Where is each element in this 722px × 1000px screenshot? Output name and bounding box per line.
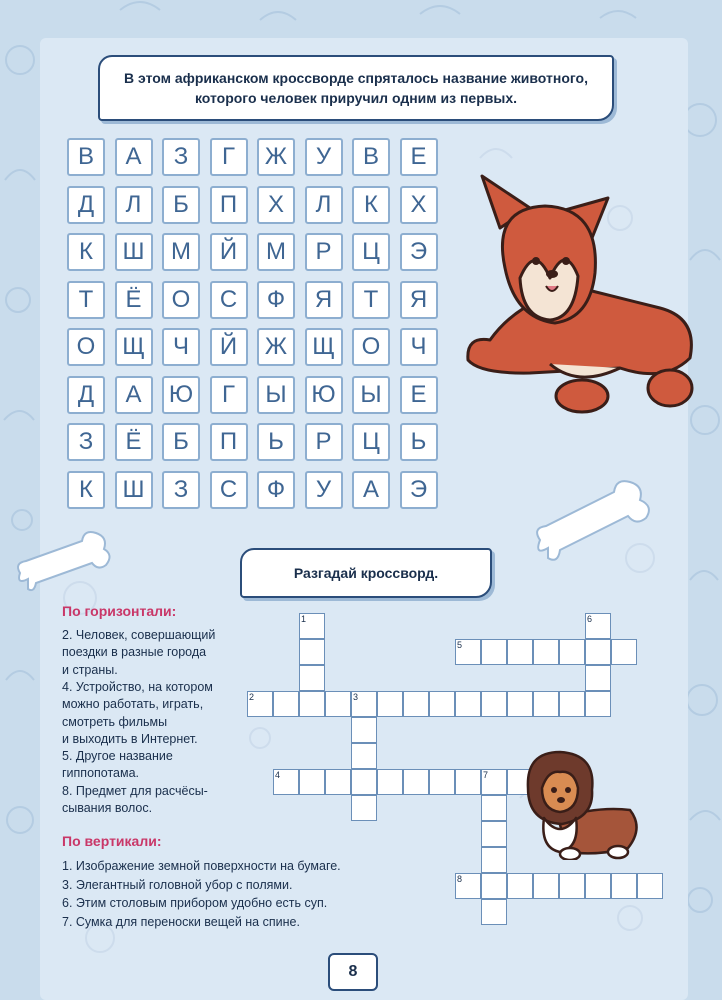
letter-cell: А [115, 138, 153, 176]
letter-cell: Е [400, 376, 438, 414]
letter-cell: Б [162, 186, 200, 224]
crossword-cell[interactable] [559, 691, 585, 717]
letter-cell: М [162, 233, 200, 271]
crossword-cell[interactable] [299, 665, 325, 691]
crossword-number: 3 [353, 692, 359, 702]
crossword-cell[interactable] [585, 691, 611, 717]
crossword-cell[interactable] [533, 691, 559, 717]
letter-cell: Ш [115, 471, 153, 509]
crossword-cell[interactable] [481, 691, 507, 717]
crossword-cell[interactable] [481, 873, 507, 899]
crossword-banner [240, 548, 492, 598]
letter-cell: О [67, 328, 105, 366]
letter-cell: Е [400, 138, 438, 176]
letter-cell: Ц [352, 423, 390, 461]
crossword-cell[interactable] [507, 691, 533, 717]
crossword-cell[interactable] [351, 717, 377, 743]
letter-cell: Ф [257, 281, 295, 319]
crossword-number: 1 [301, 614, 307, 624]
letter-cell: К [67, 471, 105, 509]
crossword-number: 4 [275, 770, 281, 780]
crossword-cell[interactable] [455, 769, 481, 795]
letter-cell: Д [67, 376, 105, 414]
vertical-clue-line: 1. Изображение земной поверхности на бумаге. [62, 859, 341, 873]
letter-cell: Ё [115, 423, 153, 461]
horizontal-clue-line: 8. Предмет для расчёсы- [62, 783, 208, 798]
letter-cell: С [210, 281, 248, 319]
crossword-cell[interactable] [533, 873, 559, 899]
crossword-cell[interactable] [611, 873, 637, 899]
letter-cell: О [352, 328, 390, 366]
horizontal-clue-line: поездки в разные города [62, 645, 207, 660]
crossword-cell[interactable] [585, 873, 611, 899]
letter-cell: Т [352, 281, 390, 319]
letter-cell: П [210, 423, 248, 461]
letter-cell: Ц [352, 233, 390, 271]
crossword-number: 2 [249, 692, 255, 702]
crossword-cell[interactable] [377, 769, 403, 795]
letter-cell: Ю [162, 376, 200, 414]
vertical-clue-line: 3. Элегантный головной убор с полями. [62, 877, 293, 892]
crossword-cell[interactable] [299, 769, 325, 795]
letter-cell: Э [400, 233, 438, 271]
letter-cell: Ы [257, 376, 295, 414]
letter-cell: Э [400, 471, 438, 509]
crossword-cell[interactable] [429, 691, 455, 717]
crossword-cell[interactable] [559, 639, 585, 665]
vertical-clue-line: 6. Этим столовым прибором удобно есть суп. [62, 896, 328, 910]
letter-cell: Ж [257, 138, 295, 176]
letter-cell: Я [400, 281, 438, 319]
letter-cell: З [162, 471, 200, 509]
intro-line-1: В этом африканском кроссворде спряталось название животного, [124, 70, 588, 86]
crossword-cell[interactable] [455, 691, 481, 717]
crossword-cell[interactable] [507, 639, 533, 665]
letter-cell: П [210, 186, 248, 224]
letter-cell: М [257, 233, 295, 271]
crossword-title: Разгадай кроссворд. [293, 565, 439, 581]
letter-cell: Ш [115, 233, 153, 271]
letter-cell: Б [162, 423, 200, 461]
letter-cell: Й [210, 328, 248, 366]
letter-cell: Ф [257, 471, 295, 509]
crossword-cell[interactable] [403, 769, 429, 795]
letter-cell: К [67, 233, 105, 271]
letter-cell: Ь [257, 423, 295, 461]
crossword-cell[interactable] [611, 639, 637, 665]
crossword-cell[interactable] [377, 691, 403, 717]
crossword-cell[interactable] [585, 639, 611, 665]
letter-cell: З [67, 423, 105, 461]
crossword-number: 6 [587, 614, 593, 624]
crossword-cell[interactable] [429, 769, 455, 795]
crossword-cell[interactable] [325, 769, 351, 795]
crossword-cell[interactable] [559, 873, 585, 899]
crossword-cell[interactable] [481, 639, 507, 665]
letter-cell: Д [67, 186, 105, 224]
crossword-cell[interactable] [507, 873, 533, 899]
letter-cell: Х [400, 186, 438, 224]
letter-cell: З [162, 138, 200, 176]
horizontal-clue-line: смотреть фильмы [62, 714, 168, 729]
crossword-cell[interactable] [533, 639, 559, 665]
horizontal-clue-line: можно работать, играть, [62, 697, 204, 712]
intro-line-2: которого человек приручил одним из первых. [194, 90, 518, 106]
intro-banner [98, 55, 614, 121]
horizontal-clue-line: 4. Устройство, на котором [62, 679, 213, 694]
crossword-cell[interactable] [481, 847, 507, 873]
letter-cell: Р [305, 423, 343, 461]
crossword-cell[interactable] [299, 639, 325, 665]
page-number: 8 [328, 953, 378, 991]
vertical-heading: По вертикали: [62, 833, 162, 849]
letter-cell: Щ [305, 328, 343, 366]
letter-cell: Л [115, 186, 153, 224]
crossword-cell[interactable] [299, 691, 325, 717]
horizontal-clue-line: 5. Другое название [62, 749, 173, 764]
horizontal-clue-line: гиппопотама. [62, 766, 140, 781]
letter-cell: Х [257, 186, 295, 224]
letter-grid [67, 138, 447, 518]
crossword-cell[interactable] [403, 691, 429, 717]
letter-cell: Ч [162, 328, 200, 366]
horizontal-clue-line: и страны. [62, 662, 118, 677]
crossword-cell[interactable] [585, 665, 611, 691]
bone-icon-small [14, 525, 114, 595]
letter-cell: Ы [352, 376, 390, 414]
crossword-cell[interactable] [481, 795, 507, 821]
crossword-cell[interactable] [481, 899, 507, 925]
vertical-clue-line: 7. Сумка для переноски вещей на спине. [62, 914, 300, 929]
letter-cell: В [67, 138, 105, 176]
letter-cell: Й [210, 233, 248, 271]
crossword-number: 7 [483, 770, 489, 780]
letter-cell: Р [305, 233, 343, 271]
crossword-cell[interactable] [481, 821, 507, 847]
horizontal-clue-line: сывания волос. [62, 801, 153, 815]
crossword-cell[interactable] [637, 873, 663, 899]
letter-cell: Л [305, 186, 343, 224]
horizontal-clue-line: 2. Человек, совершающий [62, 628, 216, 642]
letter-cell: Ч [400, 328, 438, 366]
letter-cell: В [352, 138, 390, 176]
crossword-cell[interactable] [351, 795, 377, 821]
sheltie-illustration [518, 748, 642, 860]
crossword-number: 8 [457, 874, 463, 884]
bone-icon [530, 470, 660, 570]
letter-cell: А [352, 471, 390, 509]
letter-cell: У [305, 138, 343, 176]
crossword-cell[interactable] [351, 743, 377, 769]
letter-cell: К [352, 186, 390, 224]
letter-cell: Я [305, 281, 343, 319]
horizontal-clue-line: и выходить в Интернет. [62, 731, 198, 746]
letter-cell: А [115, 376, 153, 414]
crossword-cell[interactable] [351, 769, 377, 795]
letter-cell: Г [210, 376, 248, 414]
letter-cell: О [162, 281, 200, 319]
letter-cell: Ё [115, 281, 153, 319]
letter-cell: Щ [115, 328, 153, 366]
letter-cell: Г [210, 138, 248, 176]
letter-cell: У [305, 471, 343, 509]
letter-cell: Ж [257, 328, 295, 366]
letter-cell: Ю [305, 376, 343, 414]
letter-cell: С [210, 471, 248, 509]
horizontal-heading: По горизонтали: [62, 603, 177, 619]
crossword-cell[interactable] [325, 691, 351, 717]
crossword-cell[interactable] [273, 691, 299, 717]
letter-cell: Ь [400, 423, 438, 461]
letter-cell: Т [67, 281, 105, 319]
crossword-number: 5 [457, 640, 463, 650]
corgi-illustration [460, 168, 700, 418]
